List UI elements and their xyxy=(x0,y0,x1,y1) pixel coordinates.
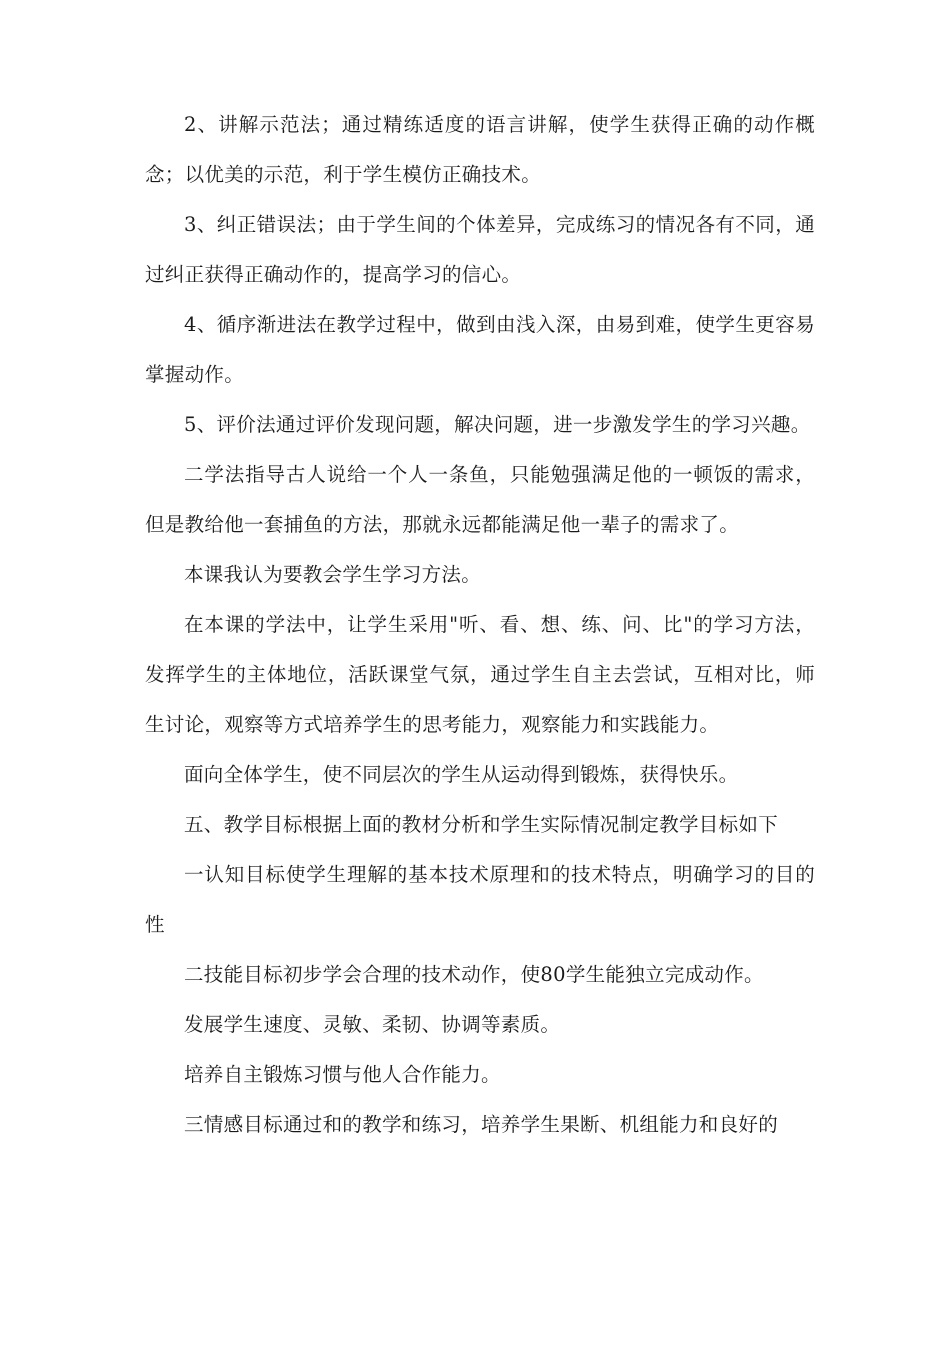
paragraph-physical-qualities: 发展学生速度、灵敏、柔韧、协调等素质。 xyxy=(184,1013,561,1036)
paragraph-evaluation-method: 5、评价法通过评价发现问题，解决问题，进一步激发学生的学习兴趣。 xyxy=(184,413,811,436)
paragraph-teaching-goals: 五、教学目标根据上面的教材分析和学生实际情况制定教学目标如下 xyxy=(184,813,779,836)
document-body xyxy=(145,100,815,1150)
paragraph-learning-guidance: 二学法指导古人说给一个人一条鱼，只能勉强满足他的一顿饭的需求，但是教给他一套捕鱼的方法，那就永远都能满足他一辈子的需求了。 xyxy=(145,463,815,536)
paragraph-all-students: 面向全体学生，使不同层次的学生从运动得到锻炼，获得快乐。 xyxy=(184,763,739,786)
paragraph-emotional-goal: 三情感目标通过和的教学和练习，培养学生果断、机组能力和良好的 xyxy=(184,1113,779,1136)
paragraph-learning-approach: 在本课的学法中，让学生采用"听、看、想、练、问、比"的学习方法，发挥学生的主体地位，活跃课堂气氛，通过学生自主去尝试，互相对比，师生讨论，观察等方式培养学生的思考能力，观察能力和实践能力。 xyxy=(145,613,815,736)
paragraph-skill-goal: 二技能目标初步学会合理的技术动作，使80学生能独立完成动作。 xyxy=(184,963,764,986)
paragraph-cognitive-goal: 一认知目标使学生理解的基本技术原理和的技术特点，明确学习的目的性 xyxy=(145,863,815,936)
paragraph-teaching-demonstration: 2、讲解示范法；通过精练适度的语言讲解，使学生获得正确的动作概念；以优美的示范，利于学生模仿正确技术。 xyxy=(145,113,815,186)
paragraph-self-training: 培养自主锻炼习惯与他人合作能力。 xyxy=(184,1063,501,1086)
paragraph-error-correction: 3、纠正错误法；由于学生间的个体差异，完成练习的情况各有不同，通过纠正获得正确动作的，提高学习的信心。 xyxy=(145,213,815,286)
paragraph-teach-methods: 本课我认为要教会学生学习方法。 xyxy=(184,563,482,586)
paragraph-gradual-progression: 4、循序渐进法在教学过程中，做到由浅入深，由易到难，使学生更容易掌握动作。 xyxy=(145,313,815,386)
